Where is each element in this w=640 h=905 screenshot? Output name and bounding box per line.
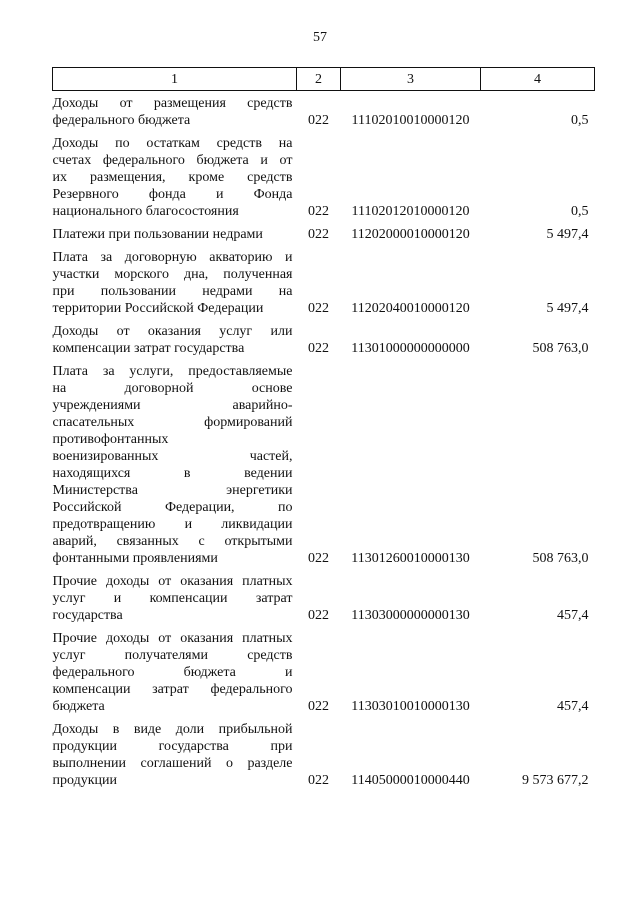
column-header-3: 3 [341, 68, 481, 91]
administrator-code: 022 [308, 204, 329, 219]
description-line: спасательных формирований [52, 415, 293, 430]
amount-value: 5 497,4 [546, 301, 589, 316]
description-line: военизированных частей, [52, 449, 293, 464]
administrator-code: 022 [308, 699, 329, 714]
description-line: Доходы в виде доли прибыльной [52, 722, 293, 737]
description-line: Доходы от оказания услуг или [52, 324, 293, 339]
table-row [53, 220, 595, 243]
budget-classification-code: 11303000000000130 [351, 608, 470, 623]
page-number: 57 [313, 30, 327, 45]
description-line: при пользовании недрами на [52, 284, 293, 299]
administrator-code: 022 [308, 113, 329, 128]
description-line: их размещения, кроме средств [52, 170, 293, 185]
description-line: услуг получателями средств [52, 648, 293, 663]
description-line: компенсации затрат федерального [52, 682, 293, 697]
description-line: противофонтанных [52, 432, 169, 447]
table-row [53, 91, 595, 130]
table-row [53, 567, 595, 624]
description-line: Плата за договорную акваторию и [52, 250, 293, 265]
description-line: государства [52, 608, 123, 623]
description-line: федерального бюджета и [52, 665, 293, 680]
budget-classification-code: 11303010010000130 [351, 699, 470, 714]
budget-classification-code: 11202000010000120 [351, 227, 470, 242]
administrator-code: 022 [308, 227, 329, 242]
table-row [53, 243, 595, 317]
description-line: на договорной основе [52, 381, 293, 396]
description-line: Плата за услуги, предоставляемые [52, 364, 293, 379]
budget-classification-code: 11102012010000120 [351, 204, 470, 219]
revenue-description [53, 243, 297, 317]
description-line: Резервного фонда и Фонда [52, 187, 293, 202]
amount-value: 9 573 677,2 [522, 773, 589, 788]
description-line: продукции [52, 773, 117, 788]
description-line: федерального бюджета [52, 113, 191, 128]
administrator-code: 022 [308, 773, 329, 788]
column-header-4: 4 [481, 68, 595, 91]
description-line: Платежи при пользовании недрами [52, 227, 263, 242]
budget-classification-code: 11301000000000000 [351, 341, 470, 356]
table-body [53, 91, 595, 790]
revenue-description [53, 220, 297, 243]
revenue-description [53, 357, 297, 567]
table-row [53, 129, 595, 220]
column-header-1: 1 [53, 68, 297, 91]
description-line: Российской Федерации, по [52, 500, 293, 515]
amount-value: 0,5 [571, 204, 589, 219]
description-line: аварий, связанных с открытыми [52, 534, 293, 549]
budget-revenue-table [52, 67, 595, 789]
table-row [53, 715, 595, 789]
description-line: национального благосостояния [52, 204, 239, 219]
amount-value: 0,5 [571, 113, 589, 128]
description-line: Министерства энергетики [52, 483, 293, 498]
budget-classification-code: 11102010010000120 [351, 113, 470, 128]
revenue-description [53, 317, 297, 357]
revenue-description [53, 567, 297, 624]
revenue-description [53, 624, 297, 715]
administrator-code: 022 [308, 551, 329, 566]
description-line: выполнении соглашений о разделе [52, 756, 293, 771]
description-line: Доходы по остаткам средств на [52, 136, 293, 151]
revenue-description [53, 715, 297, 789]
description-line: счетах федерального бюджета и от [52, 153, 293, 168]
revenue-description [53, 91, 297, 130]
table-row [53, 357, 595, 567]
description-line: находящихся в ведении [52, 466, 293, 481]
amount-value: 508 763,0 [532, 551, 589, 566]
revenue-description [53, 129, 297, 220]
amount-value: 457,4 [557, 699, 589, 714]
description-line: участки морского дна, полученная [52, 267, 293, 282]
amount-value: 457,4 [557, 608, 589, 623]
description-line: компенсации затрат государства [52, 341, 245, 356]
description-line: бюджета [52, 699, 105, 714]
amount-value: 5 497,4 [546, 227, 589, 242]
description-line: продукции государства при [52, 739, 293, 754]
administrator-code: 022 [308, 608, 329, 623]
description-line: услуг и компенсации затрат [52, 591, 293, 606]
administrator-code: 022 [308, 301, 329, 316]
budget-classification-code: 11301260010000130 [351, 551, 470, 566]
column-header-2: 2 [297, 68, 341, 91]
description-line: предотвращению и ликвидации [52, 517, 293, 532]
table-row [53, 624, 595, 715]
table-row [53, 317, 595, 357]
budget-classification-code: 11202040010000120 [351, 301, 470, 316]
description-line: учреждениями аварийно- [52, 398, 293, 413]
amount-value: 508 763,0 [532, 341, 589, 356]
description-line: Прочие доходы от оказания платных [52, 574, 293, 589]
description-line: Прочие доходы от оказания платных [52, 631, 293, 646]
budget-classification-code: 11405000010000440 [351, 773, 470, 788]
description-line: фонтанными проявлениями [52, 551, 218, 566]
table-header-row [53, 68, 595, 91]
description-line: территории Российской Федерации [52, 301, 264, 316]
description-line: Доходы от размещения средств [52, 96, 293, 111]
administrator-code: 022 [308, 341, 329, 356]
